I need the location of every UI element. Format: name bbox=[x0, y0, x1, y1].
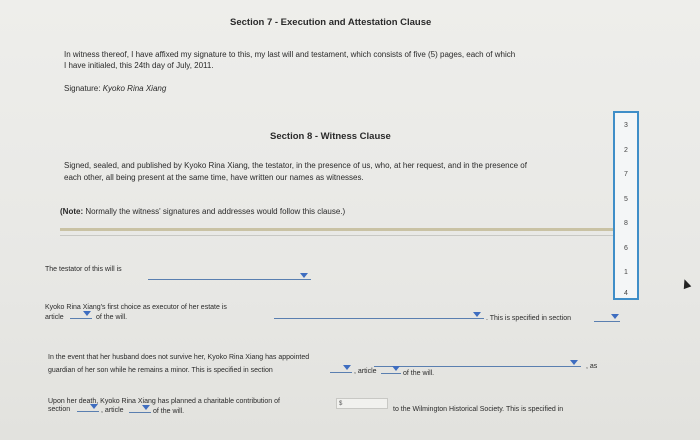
q4-of-will: of the will. bbox=[153, 408, 185, 415]
q2-of-will: of the will. bbox=[96, 314, 128, 321]
section-7-line-2: I have initialed, this 24th day of July, 2011. bbox=[64, 61, 214, 70]
q2-section-dropdown[interactable] bbox=[594, 311, 620, 322]
chevron-down-icon bbox=[343, 365, 351, 370]
mouse-cursor-icon bbox=[681, 278, 692, 289]
q3-guardian-dropdown[interactable] bbox=[374, 356, 581, 367]
q4-section-label: section bbox=[48, 406, 71, 413]
chevron-down-icon bbox=[83, 311, 91, 316]
divider bbox=[60, 235, 613, 236]
q2-article-label: article bbox=[45, 314, 64, 321]
chevron-down-icon bbox=[570, 360, 578, 365]
note-label: (Note: bbox=[60, 207, 84, 216]
chevron-down-icon bbox=[142, 405, 150, 410]
q4-suffix: to the Wilmington Historical Society. This is specified in bbox=[393, 406, 564, 413]
q3-line-1: In the event that her husband does not survive her, Kyoko Rina Xiang has appointed bbox=[48, 354, 310, 361]
divider bbox=[60, 228, 613, 231]
list-item[interactable]: 8 bbox=[624, 220, 628, 227]
number-drag-list[interactable] bbox=[613, 111, 639, 300]
section-7-title: Section 7 - Execution and Attestation Clause bbox=[230, 17, 432, 28]
signature-line bbox=[64, 83, 166, 95]
list-item[interactable]: 2 bbox=[624, 147, 628, 154]
list-item[interactable]: 5 bbox=[624, 196, 628, 203]
witness-note bbox=[60, 206, 345, 218]
chevron-down-icon bbox=[392, 366, 400, 371]
q4-article-label: , article bbox=[101, 407, 124, 414]
list-item[interactable]: 6 bbox=[624, 245, 628, 252]
q3-suffix: , as bbox=[586, 363, 598, 370]
q1-text: The testator of this will is bbox=[45, 266, 122, 273]
list-item[interactable]: 7 bbox=[624, 171, 628, 178]
section-8-line-1: Signed, sealed, and published by Kyoko Rina Xiang, the testator, in the presence of us, who, at her request, and in the presence of bbox=[64, 161, 527, 170]
q2-line-1: Kyoko Rina Xiang's first choice as executor of her estate is bbox=[45, 304, 227, 311]
q2-article-dropdown[interactable] bbox=[70, 308, 92, 319]
q3-line-2: guardian of her son while he remains a minor. This is specified in section bbox=[48, 367, 273, 374]
q2-executor-dropdown[interactable] bbox=[274, 308, 484, 319]
q1-testator-dropdown[interactable] bbox=[148, 269, 311, 280]
section-8-line-2: each other, all being present at the same time, have written our names as witnesses. bbox=[64, 173, 364, 182]
q4-line-1: Upon her death, Kyoko Rina Xiang has planned a charitable contribution of bbox=[48, 398, 280, 405]
list-item[interactable]: 4 bbox=[624, 290, 628, 297]
chevron-down-icon bbox=[473, 312, 481, 317]
q3-section-dropdown[interactable] bbox=[330, 362, 352, 373]
signature-value: Kyoko Rina Xiang bbox=[102, 84, 167, 93]
q4-section-dropdown[interactable] bbox=[77, 401, 99, 412]
q3-article-dropdown[interactable] bbox=[381, 363, 401, 374]
q4-amount-input[interactable] bbox=[336, 398, 388, 409]
q3-of-will: of the will. bbox=[403, 370, 435, 377]
note-text: Normally the witness' signatures and addresses would follow this clause.) bbox=[83, 207, 346, 216]
section-7-line-1: In witness thereof, I have affixed my signature to this, my last will and testament, which consists of five (5) pages, each of which bbox=[64, 50, 516, 59]
list-item[interactable]: 3 bbox=[624, 122, 628, 129]
q4-article-dropdown[interactable] bbox=[129, 402, 151, 413]
chevron-down-icon bbox=[90, 404, 98, 409]
q3-article-label: , article bbox=[354, 368, 377, 375]
chevron-down-icon bbox=[611, 314, 619, 319]
chevron-down-icon bbox=[300, 273, 308, 278]
signature-label: Signature: bbox=[64, 84, 101, 93]
currency-prefix: $ bbox=[339, 401, 343, 407]
q2-section-text: . This is specified in section bbox=[486, 315, 572, 322]
list-item[interactable]: 1 bbox=[624, 269, 628, 276]
section-8-title: Section 8 - Witness Clause bbox=[270, 131, 391, 142]
